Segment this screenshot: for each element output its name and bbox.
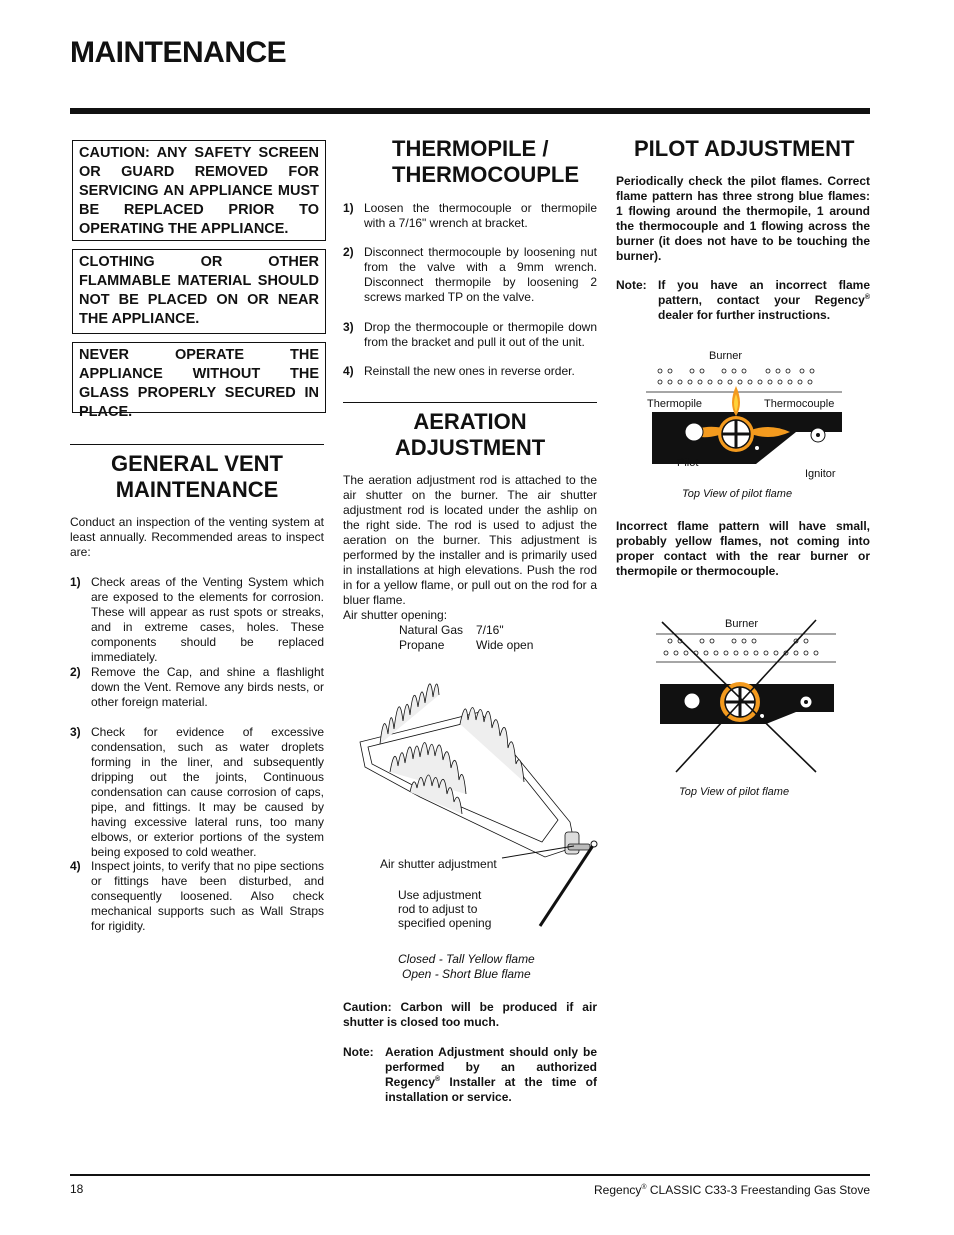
incorrect-pattern-text: Incorrect flame pattern will have small, probably yellow flames, not coming into proper contact with the rear burner or thermopile or thermocouple. <box>616 519 870 578</box>
rod-label-line3: specified opening <box>398 916 492 930</box>
caution-box-flammable: CLOTHING OR OTHER FLAMMABLE MATERIAL SHOULD NOT BE PLACED ON OR NEAR THE APPLIANCE. <box>72 249 326 334</box>
air-shutter-adjustment-label: Air shutter adjustment <box>380 857 497 871</box>
caption-closed: Closed - Tall Yellow flame <box>398 952 535 966</box>
thermocouple-label: Thermocouple <box>764 398 835 410</box>
pilot-intro: Periodically check the pilot flames. Correct flame pattern has three strong blue flames: 1 flowing around the thermopile, 1 around the thermocouple and 1 flowing across the burner (it does not have to be touching the burner). <box>616 174 870 263</box>
carbon-caution: Caution: Carbon will be produced if air shutter is closed too much. <box>343 1000 597 1029</box>
pilot-flame-diagram-correct <box>646 364 866 469</box>
note-label: Note: <box>616 278 647 292</box>
list-item: 3) Drop the thermocouple or thermopile down from the bracket and pull it out of the unit. <box>343 320 597 349</box>
burner-label: Burner <box>709 350 743 362</box>
aeration-body: The aeration adjustment rod is attached to the air shutter on the burner. The air shutter adjustment rod is located under the ashlip on the right side. The rod is used to adjust the aeration on the burner. This adjustment is performed by the installer and is primarily used in installations at high elevations. Push the rod in for a yellow flame, or pull out on the rod for a bluer flame. <box>343 473 597 607</box>
list-item: 3) Check for evidence of excessive condensation, such as water droplets forming in the liner, and subsequently dripping out the joints, Continuous condensation can cause corrosion of caps, pipe, and fittings. It may be caused by having excessive lateral runs, too many elbows, or exterior portions of the system being exposed to cold weather. <box>70 725 324 859</box>
aeration-note: Aeration Adjustment should only be performed by an authorized Regency® Installer at the time of installation or service. <box>385 1045 597 1104</box>
diagram2-caption: Top View of pilot flame <box>679 786 790 798</box>
opening-gas: Natural Gas <box>399 623 464 637</box>
list-item: 4) Inspect joints, to verify that no pipe sections or fittings have been disturbed, and consequently loosened. Also check mechanical supports such as Wall Straps for rigidity. <box>70 859 324 933</box>
footer-rule <box>70 1174 870 1176</box>
opening-value: 7/16" <box>476 623 504 637</box>
note-label: Note: <box>343 1045 374 1059</box>
caution-box-safety-screen: CAUTION: ANY SAFETY SCREEN OR GUARD REMOVED FOR SERVICING AN APPLIANCE MUST BE REPLACED PRIOR TO OPERATING THE APPLIANCE. <box>72 140 326 241</box>
section-rule <box>70 444 324 445</box>
pilot-flame-diagram-incorrect <box>656 612 838 777</box>
pilot-label: Pilot <box>677 457 699 469</box>
page-number: 18 <box>70 1182 84 1196</box>
list-item: 2) Remove the Cap, and shine a flashlight down the Vent. Remove any birds nests, or other foreign material. <box>70 665 324 709</box>
footer-title: Regency® CLASSIC C33-3 Freestanding Gas Stove <box>594 1183 870 1197</box>
air-shutter-label: Air shutter opening: <box>343 608 448 622</box>
caption-open: Open - Short Blue flame <box>402 967 531 981</box>
opening-value: Wide open <box>476 638 534 652</box>
thermopile-label: Thermopile <box>647 398 703 410</box>
list-item: 2) Disconnect thermocouple by loosening nut from the valve with a 9mm wrench. Disconnect thermopile by loosening 2 screws marked TP on the valve. <box>343 245 597 304</box>
thermopile-heading: THERMOPILE / THERMOCOUPLE <box>392 136 579 187</box>
caution-box-glass: NEVER OPERATE THE APPLIANCE WITHOUT THE GLASS PROPERLY SECURED IN PLACE. <box>72 342 326 413</box>
header-rule <box>70 108 870 114</box>
rod-label-line1: Use adjustment <box>398 888 482 902</box>
general-vent-heading: GENERAL VENT MAINTENANCE <box>111 451 283 502</box>
page-title: MAINTENANCE <box>70 36 287 69</box>
list-item: 1) Loosen the thermocouple or thermopile with a 7/16" wrench at bracket. <box>343 201 597 230</box>
pilot-note: If you have an incorrect flame pattern, contact your Regency® dealer for further instructions. <box>658 278 870 322</box>
section-rule <box>343 402 597 403</box>
ignitor-label: Ignitor <box>805 468 836 480</box>
aeration-heading: AERATION ADJUSTMENT <box>394 409 546 460</box>
list-item: 4) Reinstall the new ones in reverse order. <box>343 364 575 378</box>
list-item: 1) Check areas of the Venting System which are exposed to the elements for corrosion. These will appear as rust spots or streaks, and in extreme cases, holes. These components should be replaced immediately. <box>70 575 324 664</box>
general-vent-intro: Conduct an inspection of the venting system at least annually. Recommended areas to inspect are: <box>70 515 324 559</box>
opening-gas: Propane <box>399 638 445 652</box>
rod-label-line2: rod to adjust to <box>398 902 478 916</box>
pilot-heading: PILOT ADJUSTMENT <box>634 136 855 161</box>
burner-label: Burner <box>725 618 759 630</box>
diagram1-caption: Top View of pilot flame <box>682 488 793 500</box>
